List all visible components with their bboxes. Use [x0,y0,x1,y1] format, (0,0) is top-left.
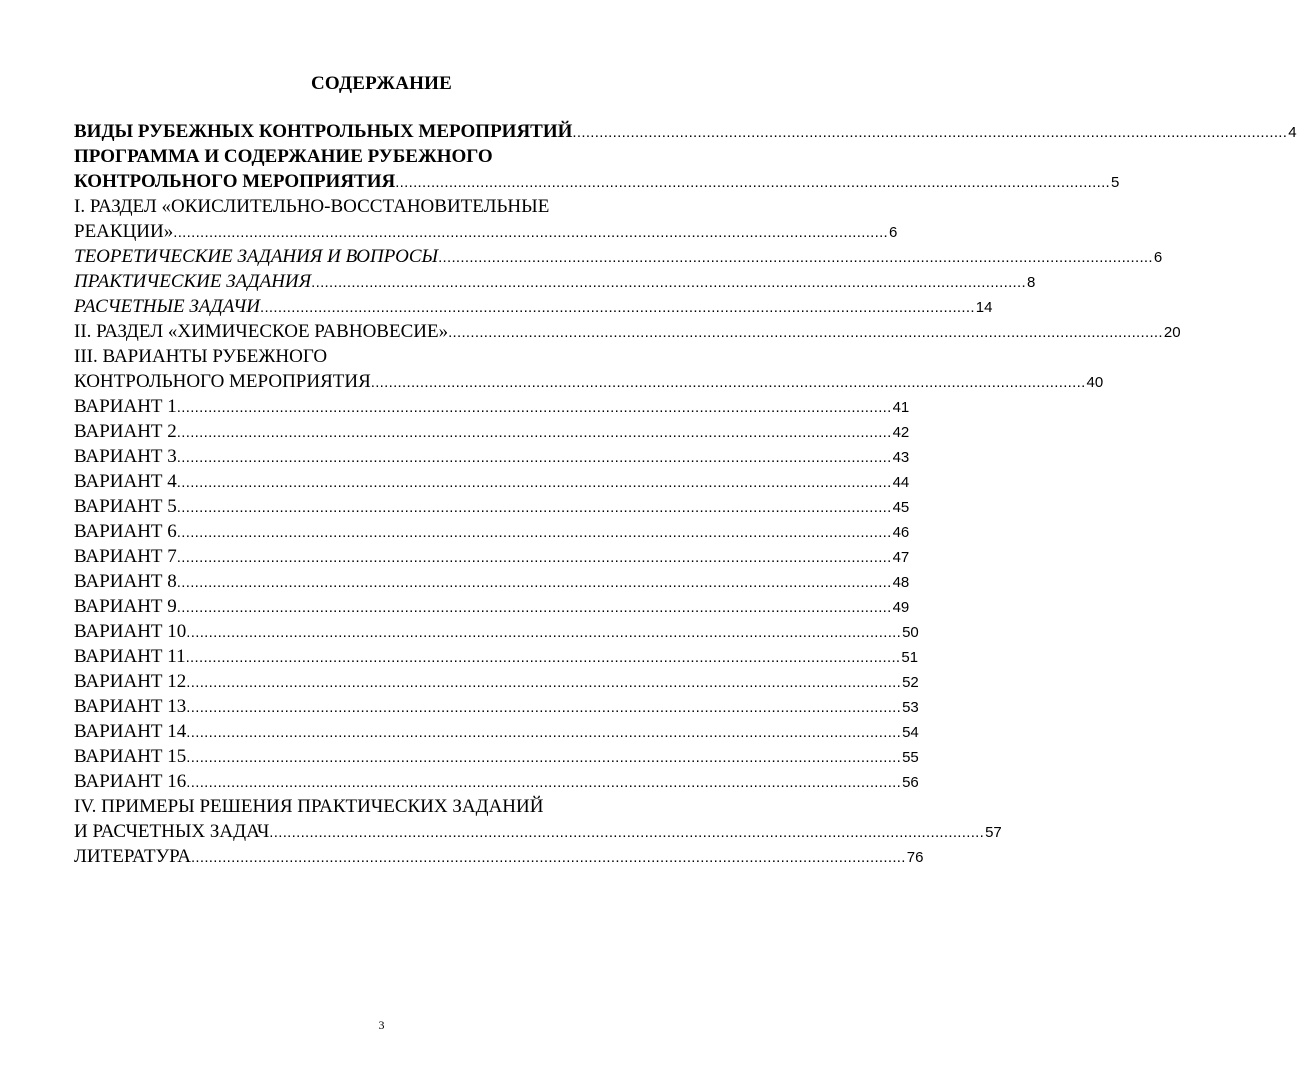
toc-entry-page: 8 [1026,274,1036,291]
toc-entry-page: 5 [1111,174,1120,191]
page-number: 3 [378,1018,385,1032]
toc-entry-page: 54 [902,724,919,741]
toc-entry-page: 48 [892,574,910,591]
toc-dot-leader: ................................................................................................................................................................ [176,449,892,466]
toc-entry-title: КОНТРОЛЬНОГО МЕРОПРИЯТИЯ [74,171,396,192]
toc-entry[interactable] [74,794,670,819]
toc-entry-title: ВИДЫ РУБЕЖНЫХ КОНТРОЛЬНЫХ МЕРОПРИЯТИЙ [74,121,573,142]
toc-dot-leader: ................................................................................................................................................................ [176,549,892,566]
toc-entry[interactable] [74,469,910,494]
toc-entry[interactable] [74,369,1104,394]
toc-entry[interactable] [74,494,910,519]
toc-entry-page: 51 [901,649,919,666]
toc-entry-title: ПРАКТИЧЕСКИЕ ЗАДАНИЯ [74,271,312,292]
toc-entry-title: ВАРИАНТ 11 [74,646,186,667]
toc-dot-leader: ................................................................................................................................................................ [186,699,902,716]
toc-entry-page: 42 [892,424,910,441]
toc-entry-page: 14 [975,299,993,316]
toc-entry[interactable] [74,669,919,694]
toc-entry-title: ВАРИАНТ 2 [74,421,177,442]
toc-dot-leader: ................................................................................................................................................................ [176,574,892,591]
toc-entry[interactable] [74,394,910,419]
toc-entry-page: 76 [906,849,924,866]
toc-dot-leader: ................................................................................................................................................................ [176,399,892,416]
toc-entry-title: ВАРИАНТ 15 [74,746,187,767]
toc-entry[interactable] [74,619,919,644]
toc-dot-leader: ................................................................................................................................................................ [176,599,892,616]
toc-entry[interactable] [74,169,1120,194]
toc-dot-leader: ................................................................................................................................................................ [176,524,892,541]
toc-entry-page: 20 [1163,324,1181,341]
toc-entry[interactable] [74,319,1181,344]
toc-entry-page: 50 [902,624,919,641]
toc-dot-leader: ................................................................................................................................................................ [186,624,902,641]
toc-dot-leader: ................................................................................................................................................................ [173,224,889,241]
page-title: СОДЕРЖАНИЕ [311,73,452,94]
toc-entry[interactable] [74,419,910,444]
toc-entry[interactable] [74,119,1297,144]
toc-entry-page: 44 [892,474,910,491]
toc-dot-leader: ................................................................................................................................................................ [395,174,1111,191]
toc-entry-title: ВАРИАНТ 7 [74,546,177,567]
toc-entry-title: РАСЧЕТНЫЕ ЗАДАЧИ [74,296,260,317]
toc-dot-leader: ................................................................................................................................................................ [176,474,892,491]
toc-entry[interactable] [74,194,670,219]
toc-entry-page: 45 [892,499,910,516]
toc-entry-page: 56 [902,774,919,791]
toc-entry-page: 40 [1086,374,1104,391]
toc-entry-page: 43 [892,449,910,466]
toc-entry-page: 4 [1288,124,1297,141]
toc-entry[interactable] [74,594,910,619]
toc-dot-leader: ................................................................................................................................................................ [438,249,1153,266]
toc-entry-title: ВАРИАНТ 3 [74,446,177,467]
toc-dot-leader: ................................................................................................................................................................ [186,749,902,766]
toc-entry-page: 41 [892,399,910,416]
toc-entry-page: 49 [892,599,910,616]
toc-dot-leader: ................................................................................................................................................................ [269,824,985,841]
toc-entry[interactable] [74,219,898,244]
toc-entry-page: 6 [889,224,898,241]
toc-dot-leader: ................................................................................................................................................................ [176,424,892,441]
toc-entry-title: II. РАЗДЕЛ «ХИМИЧЕСКОЕ РАВНОВЕСИЕ» [74,321,449,342]
toc-entry[interactable] [74,144,670,169]
toc-entry-title: ТЕОРЕТИЧЕСКИЕ ЗАДАНИЯ И ВОПРОСЫ [74,246,439,267]
toc-dot-leader: ................................................................................................................................................................ [186,724,902,741]
toc-entry-title: ПРОГРАММА И СОДЕРЖАНИЕ РУБЕЖНОГО [74,146,493,167]
toc-entry-page: 55 [902,749,919,766]
toc-entry[interactable] [74,769,919,794]
toc-entry[interactable] [74,719,919,744]
toc-entry[interactable] [74,519,910,544]
toc-entry[interactable] [74,644,919,669]
toc-entry-title: И РАСЧЕТНЫХ ЗАДАЧ [74,821,270,842]
toc-entry-page: 6 [1153,249,1163,266]
toc-dot-leader: ................................................................................................................................................................ [185,649,901,666]
toc-entry-page: 53 [902,699,919,716]
table-of-contents [74,119,1297,869]
toc-entry[interactable] [74,544,910,569]
toc-dot-leader: ................................................................................................................................................................ [186,674,902,691]
toc-entry-title: ВАРИАНТ 8 [74,571,177,592]
toc-dot-leader: ................................................................................................................................................................ [260,299,975,316]
toc-dot-leader: ................................................................................................................................................................ [448,324,1163,341]
toc-entry-title: IV. ПРИМЕРЫ РЕШЕНИЯ ПРАКТИЧЕСКИХ ЗАДАНИЙ [74,796,544,817]
toc-entry[interactable] [74,694,919,719]
toc-entry-page: 47 [892,549,910,566]
toc-entry-title: ЛИТЕРАТУРА [74,846,191,867]
toc-entry-title: ВАРИАНТ 6 [74,521,177,542]
toc-entry[interactable] [74,744,919,769]
toc-entry[interactable] [74,269,1036,294]
toc-entry-title: III. ВАРИАНТЫ РУБЕЖНОГО [74,346,328,367]
toc-dot-leader: ................................................................................................................................................................ [311,274,1026,291]
toc-dot-leader: ................................................................................................................................................................ [176,499,892,516]
toc-entry[interactable] [74,819,1002,844]
toc-entry-title: ВАРИАНТ 12 [74,671,187,692]
toc-entry[interactable] [74,844,924,869]
toc-dot-leader: ................................................................................................................................................................ [572,124,1288,141]
toc-entry-title: ВАРИАНТ 5 [74,496,177,517]
toc-entry[interactable] [74,569,910,594]
toc-entry[interactable] [74,344,670,369]
toc-entry-title: ВАРИАНТ 10 [74,621,187,642]
toc-entry[interactable] [74,244,1163,269]
toc-entry-title: ВАРИАНТ 16 [74,771,187,792]
toc-entry[interactable] [74,444,910,469]
toc-dot-leader: ................................................................................................................................................................ [370,374,1086,391]
toc-entry[interactable] [74,294,993,319]
toc-entry-title: КОНТРОЛЬНОГО МЕРОПРИЯТИЯ [74,371,371,392]
toc-entry-title: ВАРИАНТ 14 [74,721,187,742]
toc-entry-page: 46 [892,524,910,541]
toc-dot-leader: ................................................................................................................................................................ [190,849,906,866]
toc-entry-title: ВАРИАНТ 1 [74,396,177,417]
toc-entry-title: ВАРИАНТ 4 [74,471,177,492]
toc-entry-title: ВАРИАНТ 13 [74,696,187,717]
toc-dot-leader: ................................................................................................................................................................ [186,774,902,791]
toc-entry-page: 52 [902,674,919,691]
toc-entry-title: РЕАКЦИИ» [74,221,174,242]
toc-entry-page: 57 [985,824,1002,841]
toc-entry-title: I. РАЗДЕЛ «ОКИСЛИТЕЛЬНО-ВОССТАНОВИТЕЛЬНЫЕ [74,196,550,217]
toc-entry-title: ВАРИАНТ 9 [74,596,177,617]
